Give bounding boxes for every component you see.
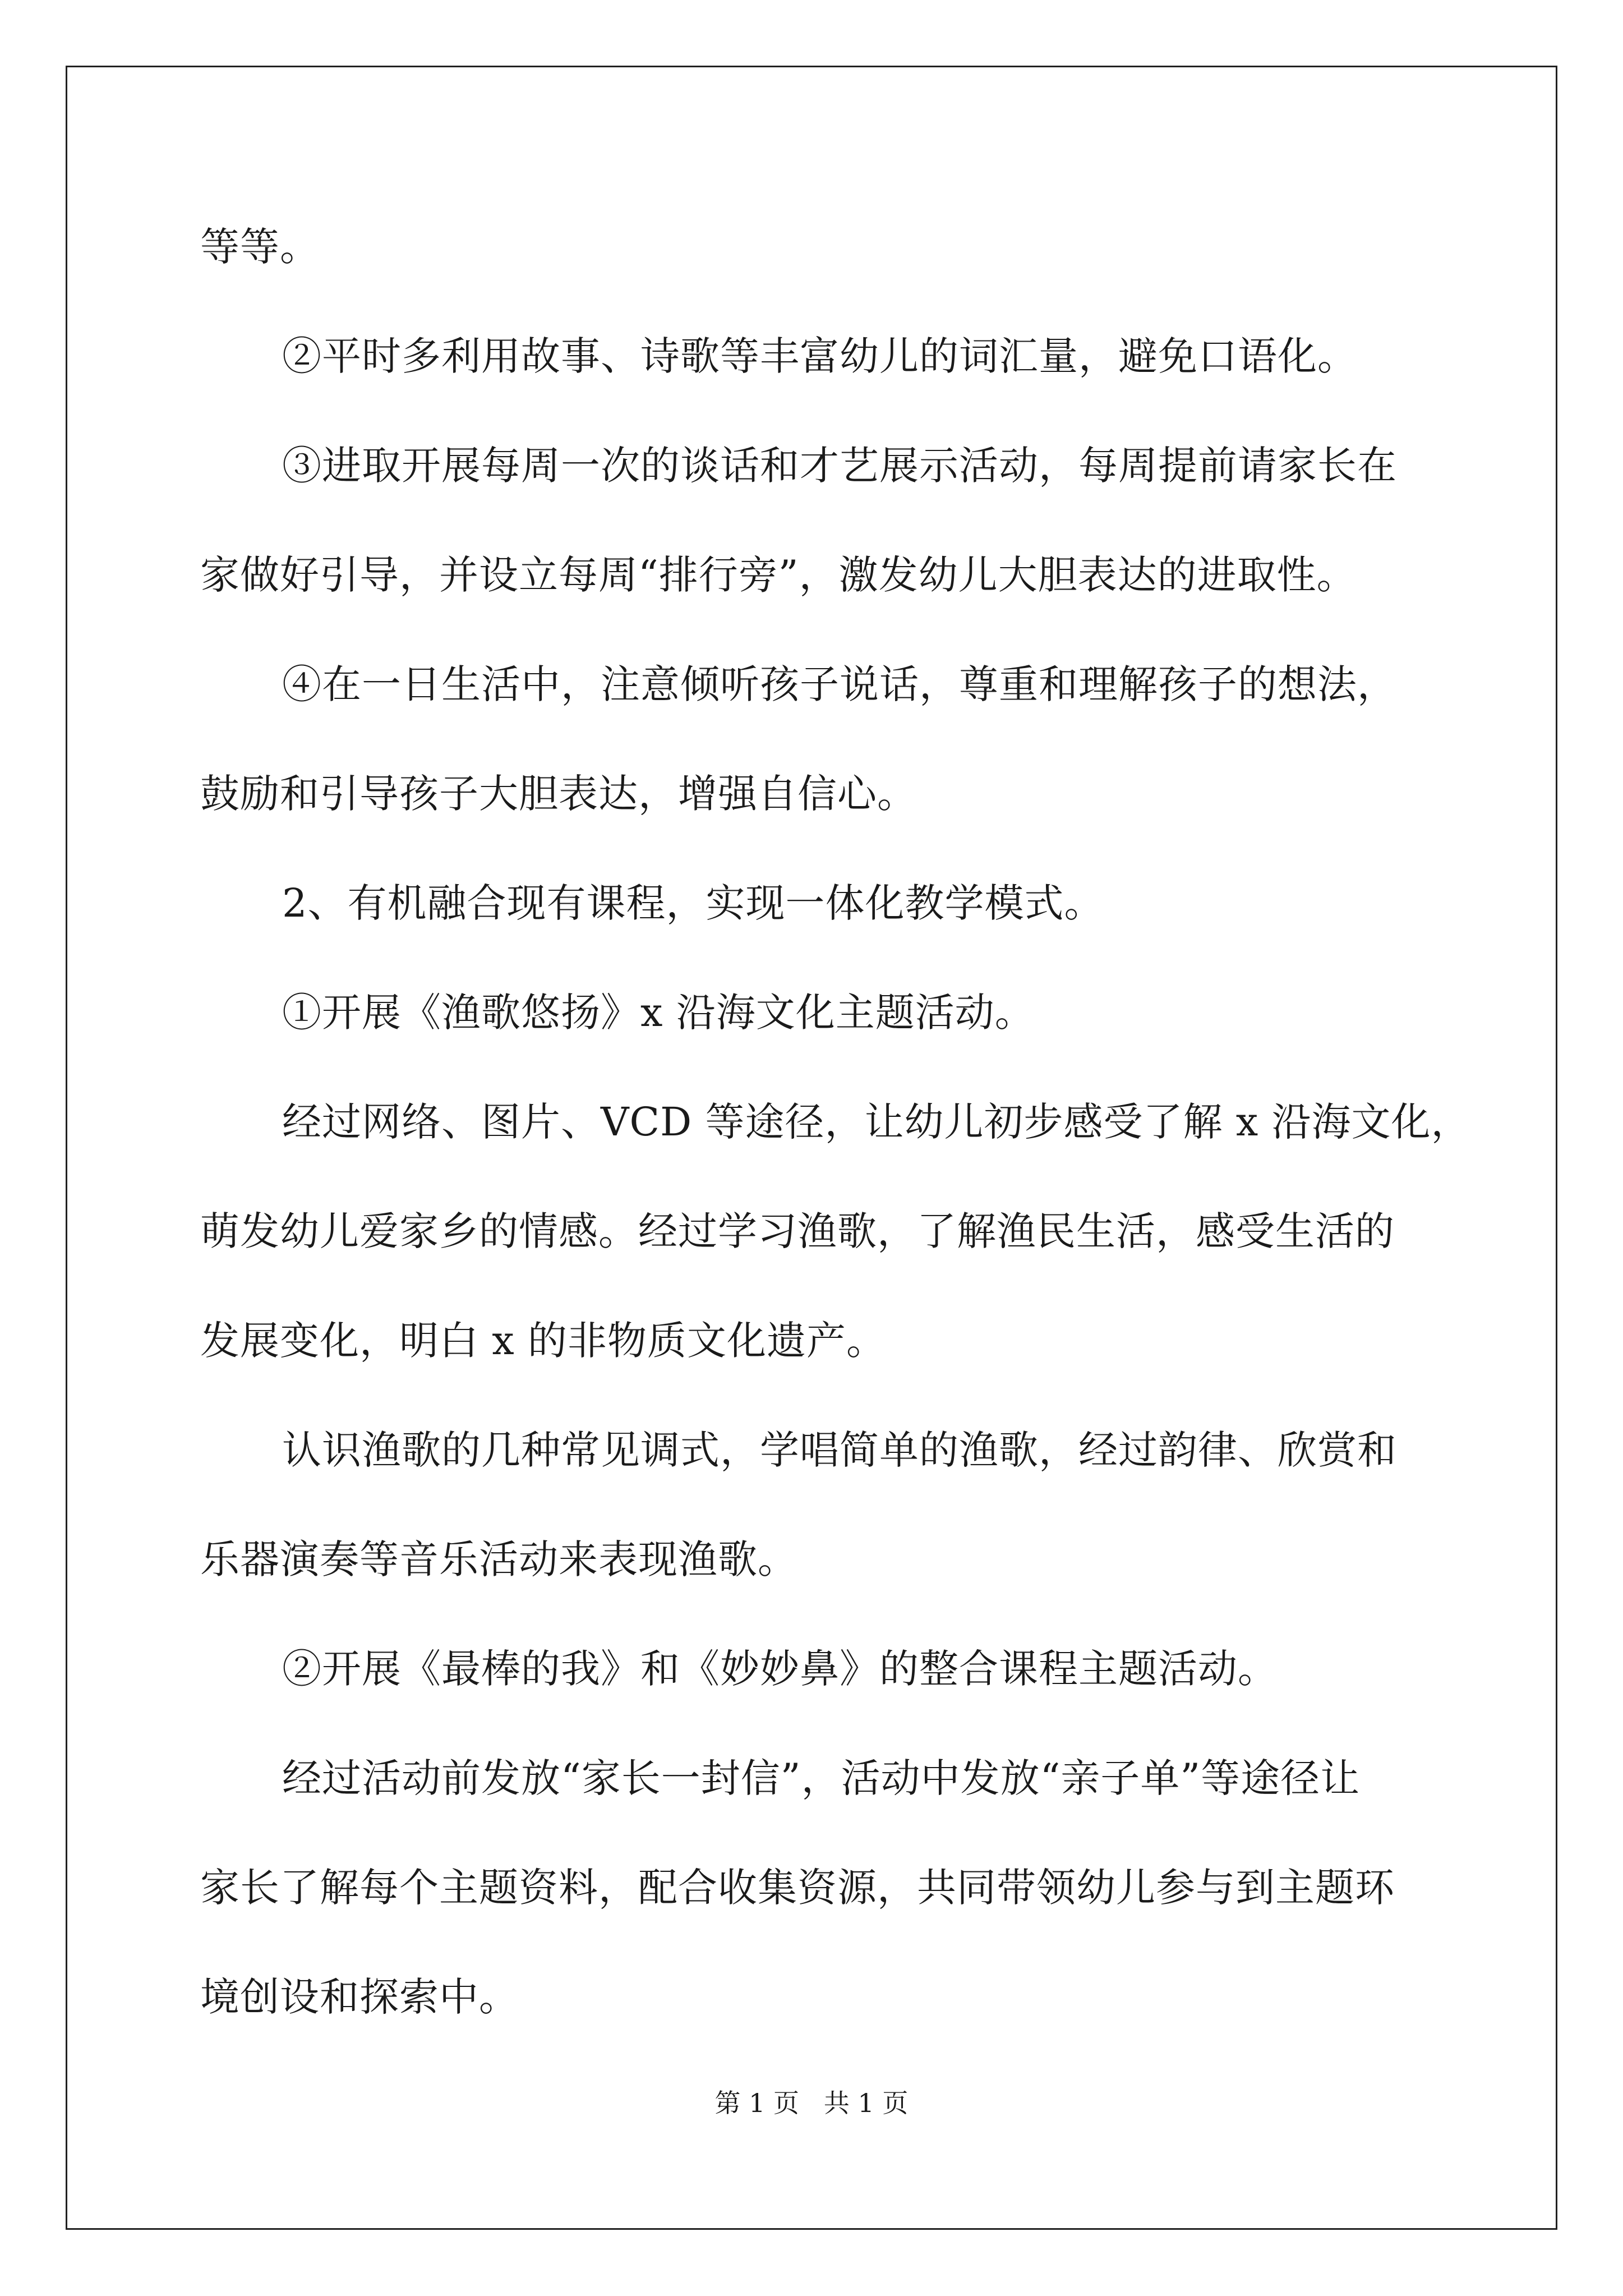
paragraph-line-17: 境创设和探索中。 xyxy=(200,1974,519,2020)
paragraph-line-14: ②开展《最棒的我》和《妙妙鼻》的整合课程主题活动。 xyxy=(282,1646,1278,1692)
paragraph-line-4: 家做好引导，并设立每周“排行旁”，激发幼儿大胆表达的进取性。 xyxy=(200,552,1357,598)
paragraph-line-9: 经过网络、图片、VCD 等途径，让幼儿初步感受了解 x 沿海文化， xyxy=(282,1099,1471,1145)
paragraph-line-5: ④在一日生活中，注意倾听孩子说话，尊重和理解孩子的想法， xyxy=(282,661,1397,707)
paragraph-line-11: 发展变化，明白 x 的非物质文化遗产。 xyxy=(200,1318,886,1364)
paragraph-line-13: 乐器演奏等音乐活动来表现渔歌。 xyxy=(200,1536,797,1582)
paragraph-line-6: 鼓励和引导孩子大胆表达，增强自信心。 xyxy=(200,771,917,817)
paragraph-line-12: 认识渔歌的几种常见调式，学唱简单的渔歌，经过韵律、欣赏和 xyxy=(282,1427,1397,1473)
paragraph-line-16: 家长了解每个主题资料，配合收集资源，共同带领幼儿参与到主题环 xyxy=(200,1865,1395,1911)
paragraph-line-3: ③进取开展每周一次的谈话和才艺展示活动，每周提前请家长在 xyxy=(282,443,1397,489)
paragraph-line-2: ②平时多利用故事、诗歌等丰富幼儿的词汇量，避免口语化。 xyxy=(282,333,1357,379)
paragraph-line-8: ①开展《渔歌悠扬》x 沿海文化主题活动。 xyxy=(282,990,1035,1036)
paragraph-line-7: 2、有机融合现有课程，实现一体化教学模式。 xyxy=(282,880,1104,926)
page-footer: 第 1 页 共 1 页 xyxy=(714,2088,909,2118)
paragraph-line-10: 萌发幼儿爱家乡的情感。经过学习渔歌，了解渔民生活，感受生活的 xyxy=(200,1208,1395,1254)
paragraph-line-15: 经过活动前发放“家长一封信”，活动中发放“亲子单”等途径让 xyxy=(282,1755,1361,1801)
paragraph-line-1: 等等。 xyxy=(200,224,320,270)
